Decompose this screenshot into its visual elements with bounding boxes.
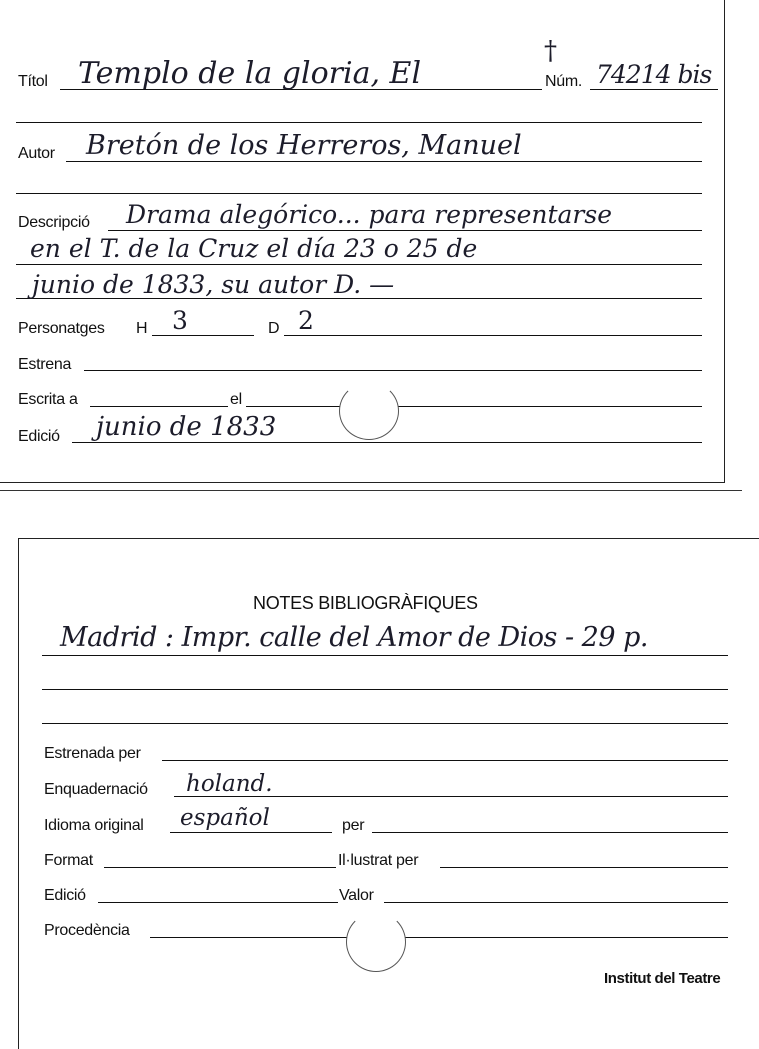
- valor-label: Valor: [339, 887, 374, 904]
- procedencia-label: Procedència: [44, 922, 130, 939]
- descripcio-line-2-text: en el T. de la Cruz el día 23 o 25 de: [30, 234, 478, 263]
- procedencia-line: [150, 937, 728, 938]
- autor-label: Autor: [18, 145, 55, 162]
- escrita-label: Escrita a: [18, 391, 78, 408]
- card-separator-line: [0, 490, 742, 491]
- descripcio-line-2: [16, 264, 702, 265]
- notes-line-2: [42, 689, 728, 690]
- personatges-label: Personatges: [18, 320, 105, 337]
- edicio-label: Edició: [18, 428, 60, 445]
- el-label: el: [230, 391, 242, 408]
- edicio2-line: [98, 902, 338, 903]
- enquadernacio-value: holand.: [186, 771, 273, 797]
- edicio2-label: Edició: [44, 887, 86, 904]
- notes-heading: NOTES BIBLIOGRÀFIQUES: [253, 593, 478, 613]
- blank-line-2: [16, 193, 702, 194]
- descripcio-line-3-text: junio de 1833, su autor D. —: [32, 270, 395, 299]
- descripcio-line-1: [108, 230, 702, 231]
- edicio-value: junio de 1833: [96, 412, 277, 442]
- cross-mark: †: [544, 36, 557, 66]
- num-label: Núm.: [545, 73, 583, 90]
- estrena-label: Estrena: [18, 356, 72, 373]
- autor-line: [66, 161, 702, 162]
- illustrat-label: Il·lustrat per: [338, 852, 419, 869]
- d-line: [284, 335, 702, 336]
- notes-line-3: [42, 723, 728, 724]
- per-line: [372, 832, 728, 833]
- estrena-line: [84, 370, 702, 371]
- d-label: D: [268, 320, 280, 337]
- blank-line-1: [16, 122, 702, 123]
- idioma-label: Idioma original: [44, 817, 144, 834]
- punch-hole-top: [339, 382, 399, 440]
- h-label: H: [136, 320, 148, 337]
- estrenada-label: Estrenada per: [44, 745, 141, 762]
- edicio-line: [72, 442, 702, 443]
- idioma-value: español: [180, 805, 270, 831]
- d-value: 2: [298, 306, 314, 335]
- institution-label: Institut del Teatre: [604, 970, 721, 987]
- enquadernacio-label: Enquadernació: [44, 781, 148, 798]
- escrita-line: [90, 406, 228, 407]
- format-line: [104, 867, 336, 868]
- autor-value: Bretón de los Herreros, Manuel: [86, 130, 522, 161]
- illustrat-line: [440, 867, 728, 868]
- h-value: 3: [172, 306, 188, 335]
- estrenada-line: [162, 760, 728, 761]
- notes-line-1: [42, 655, 728, 656]
- num-value: 74214 bis: [596, 60, 712, 89]
- notes-value: Madrid : Impr. calle del Amor de Dios - 29 p.: [60, 622, 648, 653]
- h-line: [152, 335, 254, 336]
- descripcio-line-1-text: Drama alegórico... para representarse: [126, 200, 613, 229]
- titol-label: Títol: [18, 73, 48, 90]
- punch-hole-bottom: [346, 912, 406, 972]
- per-label: per: [342, 817, 365, 834]
- idioma-line: [170, 832, 332, 833]
- el-line: [246, 406, 702, 407]
- num-line: [590, 89, 718, 90]
- format-label: Format: [44, 852, 93, 869]
- descripcio-label: Descripció: [18, 214, 90, 231]
- valor-line: [384, 902, 728, 903]
- titol-value: Templo de la gloria, El: [78, 56, 422, 91]
